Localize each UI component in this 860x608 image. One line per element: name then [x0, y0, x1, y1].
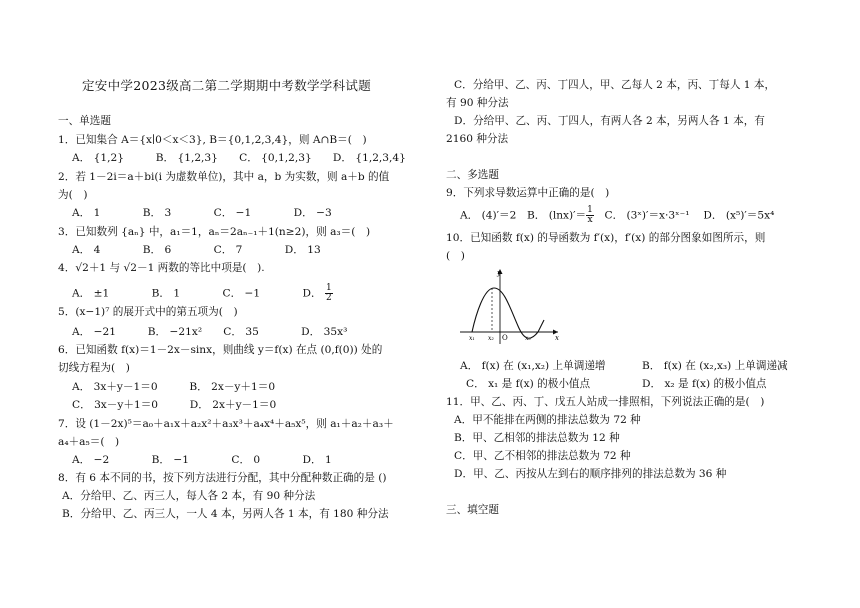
q2-options: A． 1 B． 3 C． −1 D． −3: [72, 207, 332, 219]
origin-label: O: [502, 334, 508, 342]
q7-options: A． −2 B． −1 C． 0 D． 1: [72, 454, 332, 466]
q6-options-row2: C． 3x－y＋1＝0 D． 2x＋y－1＝0: [72, 399, 277, 411]
q10-option-a: A． f(x) 在 (x₁,x₂) 上单调递增: [460, 360, 606, 372]
x2-label: x₂: [488, 335, 494, 342]
q9-stem: 9．下列求导数运算中正确的是( ): [446, 187, 610, 199]
q8-option-c-line1: C．分给甲、乙、丙、丁四人，甲、乙每人 2 本，丙、丁每人 1 本，: [454, 79, 776, 91]
q11-stem: 11．甲、乙、丙、丁、戊五人站成一排照相，下列说法正确的是( ): [446, 396, 765, 408]
q8-option-c-line2: 有 90 种分法: [446, 97, 509, 109]
q10-stem-line2: ( ): [446, 250, 465, 262]
q11-option-b: B．甲、乙相邻的排法总数为 12 种: [454, 432, 620, 444]
q10-stem-line1: 10．已知函数 f(x) 的导函数为 f′(x)，f′(x) 的部分图象如图所示，则: [446, 232, 766, 244]
q4-option-d-fraction: [325, 284, 333, 303]
q5-options: A． −21 B． −21x² C． 35 D． 35x³: [72, 326, 348, 338]
q11-option-d: D．甲、乙、丙按从左到右的顺序排列的排法总数为 36 种: [454, 468, 727, 480]
q10-option-c: C． x₁ 是 f(x) 的极小值点: [466, 378, 591, 390]
section-multiple-choice: 二、多选题: [446, 169, 499, 181]
q5-stem: 5．(x−1)⁷ 的展开式中的第五项为( ): [58, 306, 238, 318]
x1-label: x₁: [469, 335, 475, 342]
q2-stem-line1: 2．若 1－2i＝a＋bi(i 为虚数单位)，其中 a，b 为实数，则 a＋b 的值: [58, 171, 390, 183]
q9-options-cd: C． (3ˣ)′＝x·3ˣ⁻¹ D． (x⁵)′＝5x⁴: [593, 209, 775, 222]
q8-option-b: B．分给甲、乙、丙三人，一人 4 本，另两人各 1 本，有 180 种分法: [62, 508, 389, 520]
q1-stem: 1．已知集合 A＝{x∣0＜x＜3}, B＝{0,1,2,3,4}，则 A∩B＝( ): [58, 134, 367, 146]
q10-derivative-graph: [458, 266, 562, 346]
q4-stem: 4．√2＋1 与 √2－1 两数的等比中项是( ).: [58, 262, 265, 274]
q7-stem-line1: 7．设 (1－2x)⁵＝a₀＋a₁x＋a₂x²＋a₃x³＋a₄x⁴＋a₅x⁵，则 a₁＋a₂＋a₃＋: [58, 418, 394, 430]
x3-label: x₃: [525, 335, 531, 342]
q4-frac-denominator: 2: [325, 293, 332, 303]
q3-stem: 3．已知数列 {aₙ} 中，a₁＝1，aₙ＝2aₙ₋₁＋1(n≥2)，则 a₃＝( ): [58, 226, 371, 238]
q8-option-d-line1: D．分给甲、乙、丙、丁四人，有两人各 2 本，另两人各 1 本，有: [454, 115, 765, 127]
y-axis-label: y: [497, 269, 501, 277]
q10-option-d: D． x₂ 是 f(x) 的极小值点: [642, 378, 767, 390]
q6-options-row1: A． 3x＋y－1＝0 B． 2x－y＋1＝0: [72, 381, 276, 393]
x-axis-label: x: [555, 334, 559, 342]
q3-options: A． 4 B． 6 C． 7 D． 13: [72, 244, 321, 256]
section-single-choice: 一、单选题: [58, 115, 111, 127]
q10-option-b: B． f(x) 在 (x₂,x₃) 上单调递减: [642, 360, 788, 372]
derivative-curve: [472, 288, 544, 338]
exam-title: 定安中学2023级高二第二学期期中考数学学科试题: [82, 78, 372, 93]
q6-stem-line2: 切线方程为( ): [58, 362, 130, 374]
q7-stem-line2: a₄＋a₅＝( ): [58, 436, 120, 448]
q8-stem: 8．有 6 本不同的书，按下列方法进行分配，其中分配种数正确的是 (): [58, 472, 387, 484]
q4-frac-numerator: 1: [325, 283, 332, 293]
q9-options-ab: A． (4)′＝2 B． (lnx)′＝: [460, 209, 587, 222]
q6-stem-line1: 6．已知函数 f(x)＝1－2x－sinx，则曲线 y＝f(x) 在点 (0,f(0)) 处的: [58, 344, 383, 356]
q2-stem-line2: 为( ): [58, 189, 88, 201]
q11-option-c: C．甲、乙不相邻的排法总数为 72 种: [454, 450, 631, 462]
section-fill-blank: 三、填空题: [446, 504, 499, 516]
q1-options: A． {1,2} B． {1,2,3} C． {0,1,2,3} D． {1,2,3,4}: [72, 152, 406, 164]
q9-frac-numerator: 1: [587, 205, 593, 215]
q11-option-a: A．甲不能排在两侧的排法总数为 72 种: [454, 414, 641, 426]
q9-frac-denominator: x: [587, 215, 593, 225]
q8-option-d-line2: 2160 种分法: [446, 133, 509, 145]
q8-option-a: A．分给甲、乙、丙三人，每人各 2 本，有 90 种分法: [62, 490, 316, 502]
q4-options-abc: A． ±1 B． 1 C． −1 D．: [72, 287, 322, 300]
q9-options: [460, 206, 774, 225]
q4-options: [72, 284, 333, 303]
q9-option-b-fraction: [586, 206, 594, 225]
